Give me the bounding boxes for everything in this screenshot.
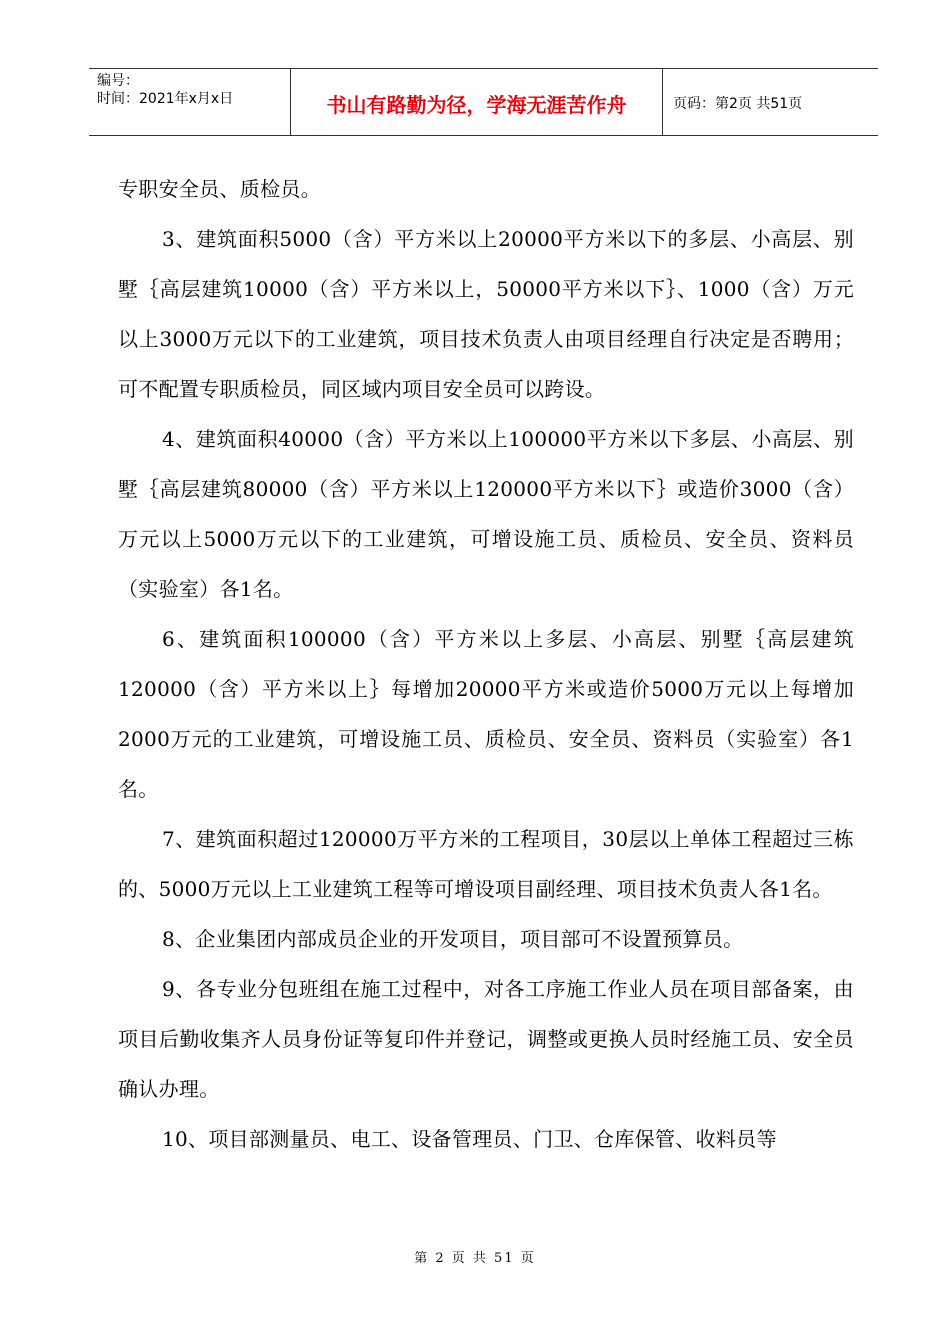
document-header [89, 68, 878, 136]
body-paragraph: 专职安全员、质检员。 [118, 177, 321, 201]
body-paragraph: 7、建筑面积超过120000万平方米的工程项目，30层以上单体工程超过三栋的、5000万元以上工业建筑工程等可增设项目副经理、项目技术负责人各1名。 [118, 827, 854, 901]
document-date-label: 时间：2021年x月x日 [97, 91, 234, 107]
header-motto: 书山有路勤为径，学海无涯苦作舟 [326, 93, 627, 117]
header-page-cell [663, 69, 878, 135]
body-paragraph: 4、建筑面积40000（含）平方米以上100000平方米以下多层、小高层、别墅｛高层建筑80000（含）平方米以上120000平方米以下｝或造价3000（含）万元以上5000万元以下的工业建筑，可增设施工员、质检员、安全员、资料员（实验室）各1名。 [118, 427, 854, 601]
header-meta-cell [89, 69, 291, 135]
body-paragraph: 3、建筑面积5000（含）平方米以上20000平方米以下的多层、小高层、别墅｛高层建筑10000（含）平方米以上，50000平方米以下｝、1000（含）万元以上3000万元以下的工业建筑，项目技术负责人由项目经理自行决定是否聘用；可不配置专职质检员，同区域内项目安全员可以跨设。 [118, 227, 854, 401]
body-paragraph: 8、企业集团内部成员企业的开发项目，项目部可不设置预算员。 [162, 927, 744, 951]
body-paragraph: 6、建筑面积100000（含）平方米以上多层、小高层、别墅｛高层建筑120000（含）平方米以上｝每增加20000平方米或造价5000万元以上每增加2000万元的工业建筑，可增设施工员、质检员、安全员、资料员（实验室）各1名。 [118, 627, 854, 801]
header-motto-cell [291, 69, 663, 135]
body-paragraph: 10、项目部测量员、电工、设备管理员、门卫、仓库保管、收料员等 [162, 1127, 777, 1151]
header-page-code: 页码：第2页 共51页 [673, 96, 803, 112]
page-footer: 第 2 页 共 51 页 [414, 1251, 536, 1266]
document-number-label: 编号： [97, 73, 139, 89]
body-paragraph: 9、各专业分包班组在施工过程中，对各工序施工作业人员在项目部备案，由项目后勤收集齐人员身份证等复印件并登记，调整或更换人员时经施工员、安全员确认办理。 [118, 977, 854, 1101]
document-body [118, 164, 854, 1164]
